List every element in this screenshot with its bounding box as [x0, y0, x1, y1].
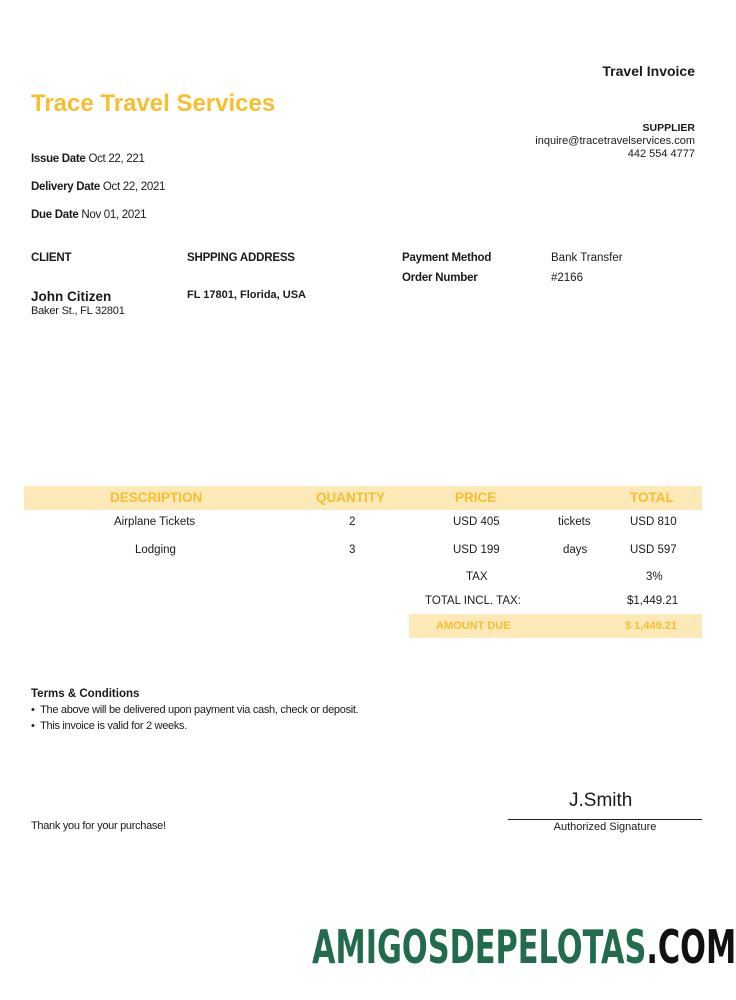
bullet-icon: •: [31, 720, 41, 732]
supplier-label: SUPPLIER: [642, 122, 695, 134]
amount-due-label: AMOUNT DUE: [436, 620, 511, 632]
th-price: PRICE: [455, 490, 497, 505]
tax-value: 3%: [646, 571, 663, 583]
watermark-logo: [312, 920, 736, 974]
total-incl-tax-value: $1,449.21: [627, 595, 679, 607]
list-item: [31, 704, 358, 716]
order-number-value: #2166: [551, 272, 583, 284]
issue-date-label: Issue Date: [31, 153, 86, 165]
watermark-brand: AMIGOSDEPELOTAS: [312, 920, 647, 974]
row-price: USD 199: [453, 544, 500, 556]
due-date-label: Due Date: [31, 209, 79, 221]
signature-line: [508, 819, 702, 820]
shipping-label: SHPPING ADDRESS: [187, 252, 295, 264]
supplier-phone: 442 554 4777: [627, 148, 695, 160]
watermark-tld: .COM: [646, 920, 736, 974]
term-text: The above will be delivered upon payment via cash, check or deposit.: [40, 704, 359, 716]
issue-date-value: Oct 22, 221: [88, 153, 145, 165]
row-description: Lodging: [135, 544, 176, 556]
company-name: Trace Travel Services: [31, 90, 276, 117]
shipping-address: FL 17801, Florida, USA: [187, 289, 307, 301]
row-unit: days: [563, 544, 588, 556]
delivery-date: [31, 181, 165, 193]
th-total: TOTAL: [630, 490, 674, 505]
term-text: This invoice is valid for 2 weeks.: [40, 720, 187, 732]
due-date-value: Nov 01, 2021: [81, 209, 147, 221]
row-total: USD 597: [630, 544, 677, 556]
bullet-icon: •: [31, 704, 41, 716]
row-quantity: 3: [349, 544, 356, 556]
delivery-date-value: Oct 22, 2021: [102, 181, 166, 193]
supplier-email: inquire@tracetravelservices.com: [535, 135, 695, 147]
signature-name: J.Smith: [569, 790, 633, 811]
total-incl-tax-label: TOTAL INCL. TAX:: [425, 595, 521, 607]
row-total: USD 810: [630, 516, 677, 528]
client-name: John Citizen: [31, 289, 112, 304]
row-price: USD 405: [453, 516, 500, 528]
thank-you-note: Thank you for your purchase!: [31, 820, 166, 832]
row-unit: tickets: [558, 516, 591, 528]
client-label: CLIENT: [31, 252, 72, 264]
signature-label: Authorized Signature: [553, 821, 657, 833]
terms-title: Terms & Conditions: [31, 688, 140, 700]
order-number-label: Order Number: [402, 272, 478, 284]
row-quantity: 2: [349, 516, 356, 528]
due-date: [31, 209, 146, 221]
payment-method-label: Payment Method: [402, 252, 492, 264]
delivery-date-label: Delivery Date: [31, 181, 100, 193]
amount-due-value: $ 1,449.21: [625, 620, 677, 632]
document-title: Travel Invoice: [602, 63, 695, 79]
issue-date: [31, 153, 145, 165]
client-address: Baker St., FL 32801: [31, 305, 125, 317]
th-description: DESCRIPTION: [110, 490, 203, 505]
list-item: [31, 720, 187, 732]
th-quantity: QUANTITY: [316, 490, 385, 505]
supplier-block: [535, 122, 695, 161]
payment-method-value: Bank Transfer: [551, 252, 623, 264]
tax-label: TAX: [466, 571, 488, 583]
row-description: Airplane Tickets: [114, 516, 196, 528]
